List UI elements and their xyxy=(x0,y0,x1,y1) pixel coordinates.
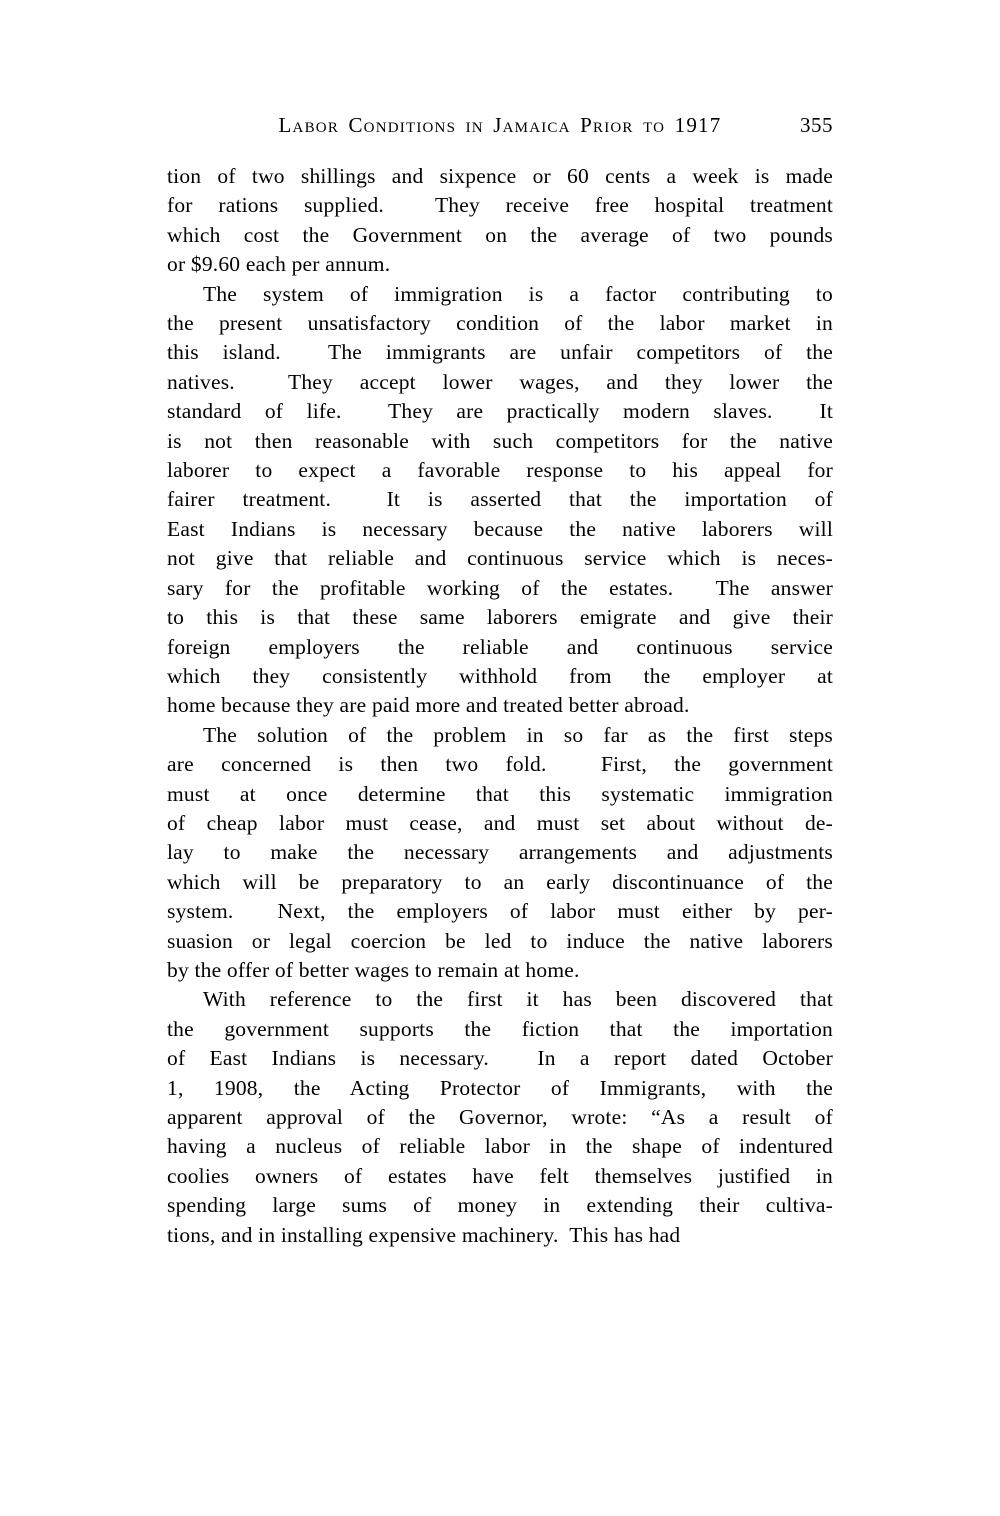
text-line: tion of two shillings and sixpence or 60 cents a week is made xyxy=(167,164,833,188)
text-line: not give that reliable and continuous service which is neces- xyxy=(167,546,833,571)
text-line: this island. The immigrants are unfair competitors of the xyxy=(167,340,833,365)
text-line: With reference to the first it has been discovered that xyxy=(203,987,833,1012)
text-line: apparent approval of the Governor, wrote: “As a result of xyxy=(167,1105,833,1129)
text-line: 1, 1908, the Acting Protector of Immigrants, with the xyxy=(167,1075,833,1100)
text-line: lay to make the necessary arrangements and adjustments xyxy=(167,840,833,865)
text-line: fairer treatment. It is asserted that the importation of xyxy=(167,487,833,512)
text-line: is not then reasonable with such competitors for the native xyxy=(167,428,833,453)
text-line: foreign employers the reliable and continuous service xyxy=(167,634,833,659)
text-line: of East Indians is necessary. In a report dated October xyxy=(167,1046,833,1071)
text-line: home because they are paid more and treated better abroad. xyxy=(167,693,690,718)
text-line: which they consistently withhold from the employer at xyxy=(167,663,833,688)
text-line: coolies owners of estates have felt themselves justified in xyxy=(167,1163,833,1188)
text-line: which cost the Government on the average of two pounds xyxy=(167,222,833,247)
text-line: spending large sums of money in extending their cultiva- xyxy=(167,1193,833,1218)
text-line: The solution of the problem in so far as the first steps xyxy=(203,722,833,747)
text-line: by the offer of better wages to remain at home. xyxy=(167,957,580,982)
page-title: Labor Conditions in Jamaica Prior to 1917 xyxy=(278,113,722,137)
page-number: 355 xyxy=(800,113,833,137)
text-line: East Indians is necessary because the native laborers will xyxy=(167,516,833,541)
text-line: having a nucleus of reliable labor in the shape of indentured xyxy=(167,1134,833,1159)
text-line: the government supports the fiction that the importation xyxy=(167,1016,833,1041)
text-line: which will be preparatory to an early discontinuance of the xyxy=(167,869,833,894)
text-line: tions, and in installing expensive machinery. This has had xyxy=(167,1222,681,1247)
text-line: to this is that these same laborers emigrate and give their xyxy=(167,605,833,630)
text-line: standard of life. They are practically modern slaves. It xyxy=(167,399,833,424)
text-line: must at once determine that this systematic immigration xyxy=(167,781,833,806)
text-line: suasion or legal coercion be led to induce the native laborers xyxy=(167,928,833,953)
text-line: are concerned is then two fold. First, the government xyxy=(167,752,833,777)
text-line: The system of immigration is a factor contributing to xyxy=(203,281,833,306)
page-body xyxy=(167,162,833,1250)
text-line: laborer to expect a favorable response to his appeal for xyxy=(167,458,833,483)
text-line: or $9.60 each per annum. xyxy=(167,252,391,277)
text-line: the present unsatisfactory condition of the labor market in xyxy=(167,311,833,336)
text-line: natives. They accept lower wages, and they lower the xyxy=(167,369,833,394)
running-head xyxy=(167,112,833,140)
text-line: system. Next, the employers of labor must either by per- xyxy=(167,899,833,924)
text-line: for rations supplied. They receive free hospital treatment xyxy=(167,193,833,218)
text-line: sary for the profitable working of the estates. The answer xyxy=(167,575,833,600)
text-line: of cheap labor must cease, and must set about without de- xyxy=(167,810,833,835)
